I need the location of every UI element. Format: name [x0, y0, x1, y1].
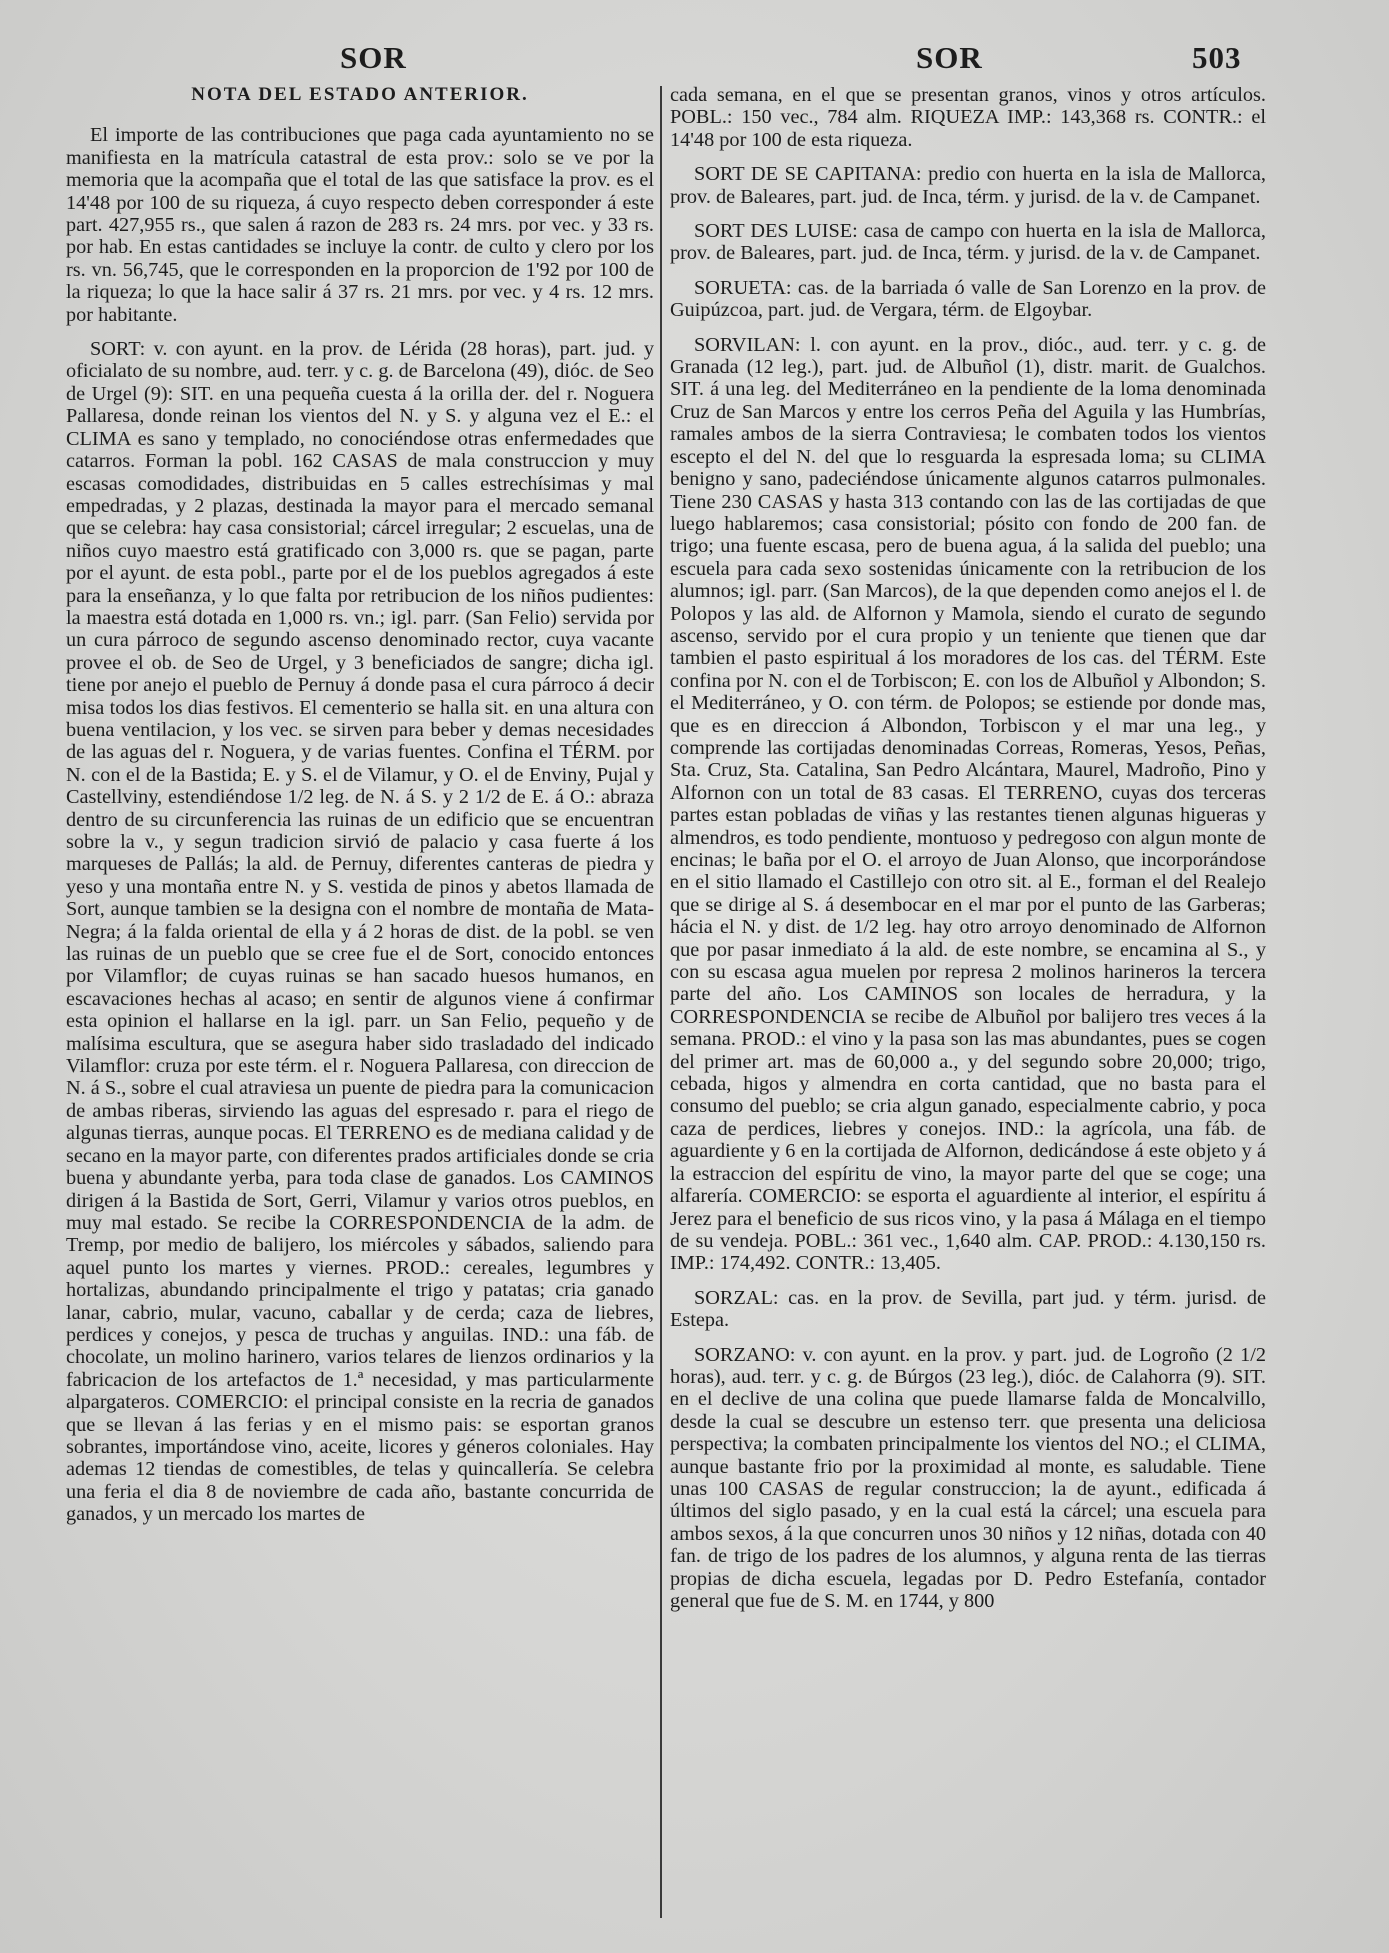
- column-divider: [660, 86, 662, 1918]
- entry-sorzal: SORZAL: cas. en la prov. de Sevilla, part jud. y térm. jurisd. de Estepa.: [670, 1286, 1266, 1332]
- entry-sorueta: SORUETA: cas. de la barriada ó valle de San Lorenzo en la prov. de Guipúzcoa, part. jud. de Vergara, térm. de Elgoybar.: [670, 276, 1266, 322]
- entry-sort: SORT: v. con ayunt. en la prov. de Lérida (28 horas), part. jud. y oficialato de su nombre, aud. terr. y c. g. de Barcelona (49), dióc. de Seo de Urgel (9): SIT. en una pequeña cuesta á la orilla der. del r. Noguera Pallaresa, donde reinan los vientos del N. y S. y alguna vez el E.: el CLIMA es sano y templado, no conociéndose otras enfermedades que catarros. Forman la pobl. 162 CASAS de mala construccion y muy escasas comodidades, distribuidas en 5 calles estrechísimas y mal empedradas, y 2 plazas, destinada la mayor para el mercado semanal que se celebra: hay casa consistorial; cárcel irregular; 2 escuelas, una de niños cuyo maestro está gratificado con 3,000 rs. que se pagan, parte por el ayunt. de esta pobl., parte por el de los pueblos agregados á este para la enseñanza, y lo que falta por retribucion de los niños pudientes: la maestra está dotada en 1,000 rs. vn.; igl. parr. (San Felio) servida por un cura párroco de segundo ascenso denominado rector, cuya vacante provee el ob. de Seo de Urgel, y 3 beneficiados de sangre; dicha igl. tiene por anejo el pueblo de Pernuy á donde pasa el cura párroco á decir misa todos los dias festivos. El cementerio se halla sit. en una altura con buena ventilacion, y los vec. se sirven para beber y demas necesidades de las aguas del r. Noguera, y de varias fuentes. Confina el TÉRM. por N. con el de la Bastida; E. y S. el de Vilamur, y O. el de Enviny, Pujal y Castellviny, estendiéndose 1/2 leg. de N. á S. y 2 1/2 de E. á O.: abraza dentro de su circunferencia las ruinas de un edificio que se encuentran sobre la v., y segun tradicion sirvió de palacio y casa fuerte á los marqueses de Pallás; la ald. de Pernuy, diferentes canteras de piedra y yeso y una montaña entre N. y S. vestida de pinos y abetos llamada de Sort, aunque tambien se la designa con el nombre de montaña de Mata-Negra; á la falda oriental de ella y á 2 horas de dist. de la pobl. se ven las ruinas de un pueblo que se cree fue el de Sort, conocido entonces por Vilamflor; de cuyas ruinas se han sacado huesos humanos, en escavaciones hechas al acaso; en sentir de algunos viene á confirmar esta opinion el hallarse en la igl. parr. un San Felio, pequeño y de malísima escultura, que se asegura haber sido trasladado del indicado Vilamflor: cruza por este térm. el r. Noguera Pallaresa, con direccion de N. á S., sobre el cual atraviesa un puente de piedra para la comunicacion de ambas riberas, sirviendo las aguas del espresado r. para el riego de algunas tierras, aunque pocas. El TERRENO es de mediana calidad y de secano en la mayor parte, con diferentes prados artificiales donde se cria buena y abundante yerba, para toda clase de ganados. Los CAMINOS dirigen á la Bastida de Sort, Gerri, Vilamur y varios otros pueblos, en muy mal estado. Se recibe la CORRESPONDENCIA de la adm. de Tremp, por medio de balijero, los miércoles y sábados, saliendo para aquel punto los martes y viernes. PROD.: cereales, legumbres y hortalizas, abundando principalmente el trigo y patatas; cria ganado lanar, cabrio, mular, vacuno, caballar y de cerda; caza de liebres, perdices y conejos, y pesca de truchas y anguilas. IND.: una fáb. de chocolate, un molino harinero, varios telares de lienzos ordinarios y la fabricacion de los artefactos de 1.ª necesidad, y mas particularmente alpargateros. COMERCIO: el principal consiste en la recria de ganados que se llevan á las ferias y en el mismo pais: se esportan granos sobrantes, importándose vino, aceite, licores y géneros coloniales. Hay ademas 12 tiendas de comestibles, de telas y quincallería. Se celebra una feria el dia 8 de noviembre de cada año, bastante concurrida de ganados, y un mercado los martes de: [66, 338, 654, 1526]
- entry-sorzano: SORZANO: v. con ayunt. en la prov. y part. jud. de Logroño (2 1/2 horas), aud. terr. y c. g. de Búrgos (23 leg.), dióc. de Calahorra (9). SIT. en el declive de una colina que puede llamarse falda de Moncalvillo, desde la cual se descubre un estenso terr. que presenta una deliciosa perspectiva; la combaten principalmente los vientos del NO.; el CLIMA, aunque bastante frio por la proximidad al monte, es saludable. Tiene unas 100 CASAS de regular construccion; la de ayunt., edificada á últimos del siglo pasado, y en la cual está la cárcel; una escuela para ambos sexos, á la que concurren unos 30 niños y 12 niñas, dotada con 40 fan. de trigo de los padres de los alumnos, y alguna renta de las tierras propias de dicha escuela, legadas por D. Pedro Estefanía, contador general que fue de S. M. en 1744, y 800: [670, 1343, 1266, 1612]
- page-number: 503: [1192, 40, 1242, 75]
- entry-sort-de-se-capitana: SORT DE SE CAPITANA: predio con huerta en la isla de Mallorca, prov. de Baleares, part. jud. de Inca, térm. y jurisd. de la v. de Campanet.: [670, 163, 1266, 208]
- left-column: [66, 84, 654, 1924]
- running-header: [0, 40, 1389, 80]
- note-title: NOTA DEL ESTADO ANTERIOR.: [191, 84, 529, 105]
- entry-sorvilan: SORVILAN: l. con ayunt. en la prov., dióc., aud. terr. y c. g. de Granada (12 leg.), part. jud. de Albuñol (1), distr. marit. de Gualchos. SIT. á una leg. del Mediterráneo en la pendiente de la loma denominada Cruz de San Marcos y entre los cerros Peña del Aguila y las Humbrías, ramales ambos de la sierra Contraviesa; le combaten todos los vientos escepto el del N. del que lo resguarda la espresada loma; su CLIMA benigno y sano, padeciéndose únicamente algunos catarros pulmonales. Tiene 230 CASAS y hasta 313 contando con las de las cortijadas de que luego hablaremos; casa consistorial; pósito con fondo de 200 fan. de trigo; una fuente escasa, pero de buena agua, á la salida del pueblo; una escuela para cada sexo sostenidas únicamente con la retribucion de los alumnos; igl. parr. (San Marcos), de la que dependen como anejos el l. de Polopos y las ald. de Alfornon y Mamola, siendo el curato de segundo ascenso, servido por el cura propio y un teniente que tienen que dar tambien el pasto espiritual á los moradores de los cas. del TÉRM. Este confina por N. con el de Torbiscon; E. con los de Albuñol y Albondon; S. el Mediterráneo, y O. con térm. de Polopos; se estiende por donde mas, que es en direccion á Albondon, Torbiscon y el mar una leg., y comprende las cortijadas denominadas Correas, Romeras, Yesos, Peñas, Sta. Cruz, Sta. Catalina, San Pedro Alcántara, Maurel, Madroño, Pino y Alfornon con un total de 83 casas. El TERRENO, cuyas dos terceras partes estan pobladas de viñas y las restantes tienen algunas higueras y almendros, es todo pendiente, montuoso y pedregoso con algun monte de encinas; le baña por el O. el arroyo de Juan Alonso, que incorporándose en el sitio llamado el Castillejo con otro sit. al E., forman el del Realejo que se dirige al S. á desembocar en el mar por el punto de las Garberas; hácia el N. y dist. de 1/2 leg. hay otro arroyo denominado de Alfornon que por pasar inmediato á la ald. de este nombre, se encamina al S., y con su escasa agua muelen por represa 2 molinos harineros la tercera parte del año. Los CAMINOS son locales de herradura, y la CORRESPONDENCIA se recibe de Albuñol por balijero tres veces á la semana. PROD.: el vino y la pasa son las mas abundantes, pues se cogen del primer art. mas de 60,000 a., y del segundo sobre 20,000; trigo, cebada, higos y almendra en corta cantidad, que no basta para el consumo del pueblo; se cria algun ganado, especialmente cabrio, y poca caza de perdices, liebres y conejos. IND.: la agrícola, una fáb. de aguardiente y 6 en la cortijada de Alfornon, dedicándose á este objeto y á la estraccion del espíritu de vino, la mayor parte del que se coge; una alfarería. COMERCIO: se esporta el aguardiente al interior, el espíritu á Jerez para el beneficio de sus ricos vino, y la pasa á Málaga en el tiempo de su vendeja. POBL.: 361 vec., 1,640 alm. CAP. PROD.: 4.130,150 rs. IMP.: 174,492. CONTR.: 13,405.: [670, 333, 1266, 1275]
- note-paragraph: El importe de las contribuciones que paga cada ayuntamiento no se manifiesta en la matrícula catastral de esta prov.: solo se ve por la memoria que la acompaña que el total de las que satisface la prov. es el 14'48 por 100 de su riqueza, á cuyo respecto deben corresponder á este part. 427,955 rs., que salen á razon de 283 rs. 24 mrs. por vec. y 33 rs. por hab. En estas cantidades se incluye la contr. de culto y clero por los rs. vn. 56,745, que le corresponden en la proporcion de 1'92 por 100 de la riqueza; lo que la hace salir á 37 rs. 21 mrs. por vec. y 4 rs. 12 mrs. por habitante.: [66, 124, 654, 326]
- header-left-word: SOR: [340, 40, 407, 75]
- header-center-word: SOR: [916, 40, 983, 75]
- entry-sort-continued: cada semana, en el que se presentan granos, vinos y otros artículos. POBL.: 150 vec., 784 alm. RIQUEZA IMP.: 143,368 rs. CONTR.: el 14'48 por 100 de esta riqueza.: [670, 84, 1266, 151]
- entry-sort-des-luise: SORT DES LUISE: casa de campo con huerta en la isla de Mallorca, prov. de Baleares, part. jud. de Inca, térm. y jurisd. de la v. de Campanet.: [670, 220, 1266, 265]
- right-column: [670, 84, 1266, 1924]
